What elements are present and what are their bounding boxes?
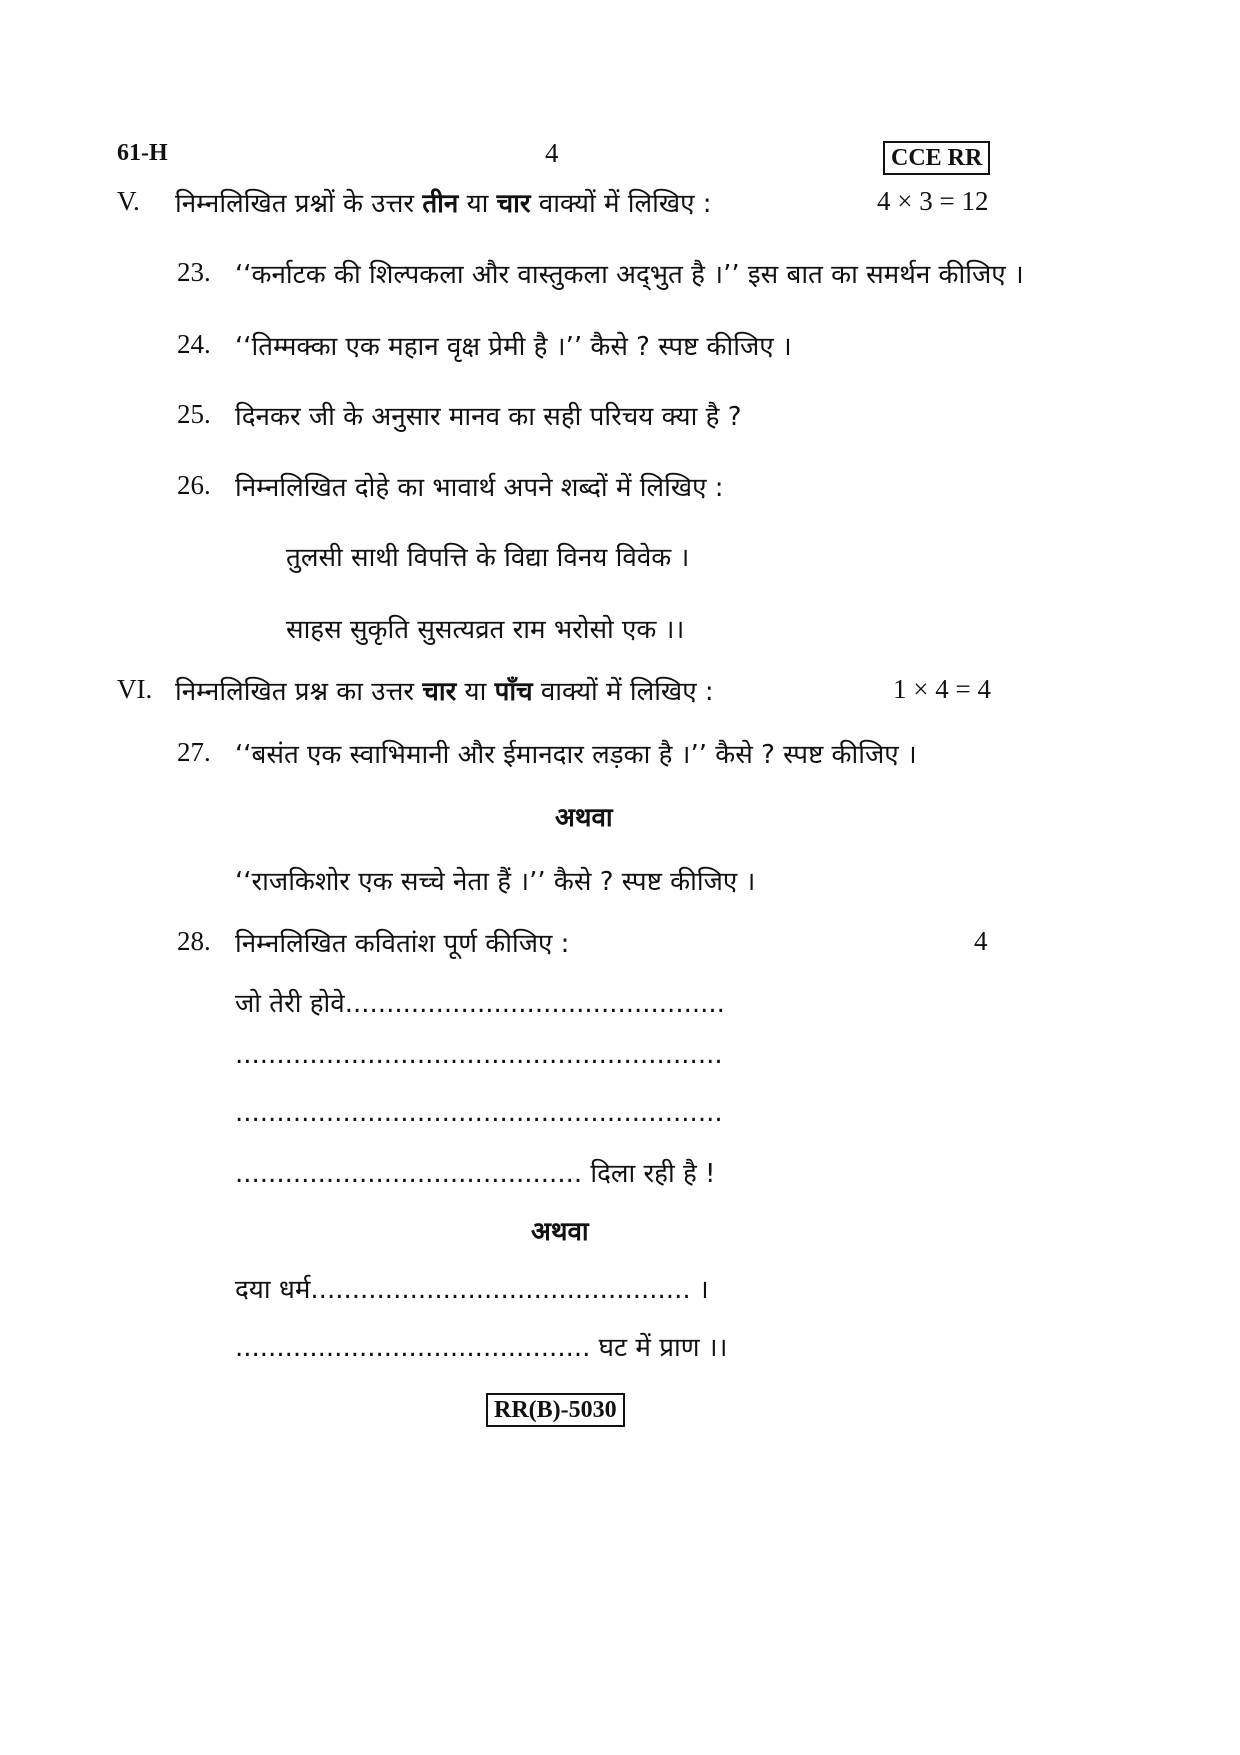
poem-line: .......................................... दिला रही है ! — [235, 1159, 716, 1189]
question-number: 23. — [177, 257, 211, 287]
question-number: 28. — [177, 926, 211, 956]
section-vi-roman: VI. — [117, 674, 153, 704]
question-text: दिनकर जी के अनुसार मानव का सही परिचय क्या है ? — [235, 402, 742, 432]
or-separator: अथवा — [531, 1217, 589, 1247]
doha-line: तुलसी साथी विपत्ति के विद्या विनय विवेक । — [286, 543, 690, 573]
question-text: निम्नलिखित दोहे का भावार्थ अपने शब्दों में लिखिए : — [235, 473, 724, 503]
poem-line: जो तेरी होवे.............................................. — [235, 989, 725, 1019]
question-number: 26. — [177, 470, 211, 500]
question-number: 27. — [177, 737, 211, 767]
section-v-marks: 4 × 3 = 12 — [877, 186, 989, 216]
section-v-roman: V. — [117, 186, 140, 216]
poem-line: ........................................... घट में प्राण ।। — [235, 1333, 728, 1363]
question-text: ‘‘राजकिशोर एक सच्चे नेता हैं ।’’ कैसे ? स्पष्ट कीजिए । — [235, 867, 756, 897]
footer-code: RR(B)-5030 — [486, 1393, 625, 1427]
series-badge: CCE RR — [883, 141, 990, 175]
question-marks: 4 — [974, 926, 988, 956]
poem-line: ........................................................... — [235, 1040, 723, 1070]
poem-line: ........................................................... — [235, 1098, 723, 1128]
question-number: 24. — [177, 329, 211, 359]
or-separator: अथवा — [555, 803, 613, 833]
page-number: 4 — [545, 138, 559, 168]
poem-line: दया धर्म.............................................. । — [235, 1275, 709, 1305]
section-vi-marks: 1 × 4 = 4 — [893, 674, 991, 704]
doha-line: साहस सुकृति सुसत्यव्रत राम भरोसो एक ।। — [286, 615, 685, 645]
question-number: 25. — [177, 399, 211, 429]
question-text: निम्नलिखित कवितांश पूर्ण कीजिए : — [235, 929, 570, 959]
section-v-instruction: निम्नलिखित प्रश्नों के उत्तर तीन या चार वाक्यों में लिखिए : — [175, 189, 712, 219]
paper-code: 61-H — [117, 140, 168, 166]
question-text: ‘‘बसंत एक स्वाभिमानी और ईमानदार लड़का है ।’’ कैसे ? स्पष्ट कीजिए । — [235, 740, 917, 770]
question-text: ‘‘तिम्मक्का एक महान वृक्ष प्रेमी है ।’’ कैसे ? स्पष्ट कीजिए । — [235, 332, 792, 362]
question-text: ‘‘कर्नाटक की शिल्पकला और वास्तुकला अद्‌भुत है ।’’ इस बात का समर्थन कीजिए । — [235, 260, 1024, 290]
section-vi-instruction: निम्नलिखित प्रश्न का उत्तर चार या पाँच वाक्यों में लिखिए : — [175, 677, 714, 707]
